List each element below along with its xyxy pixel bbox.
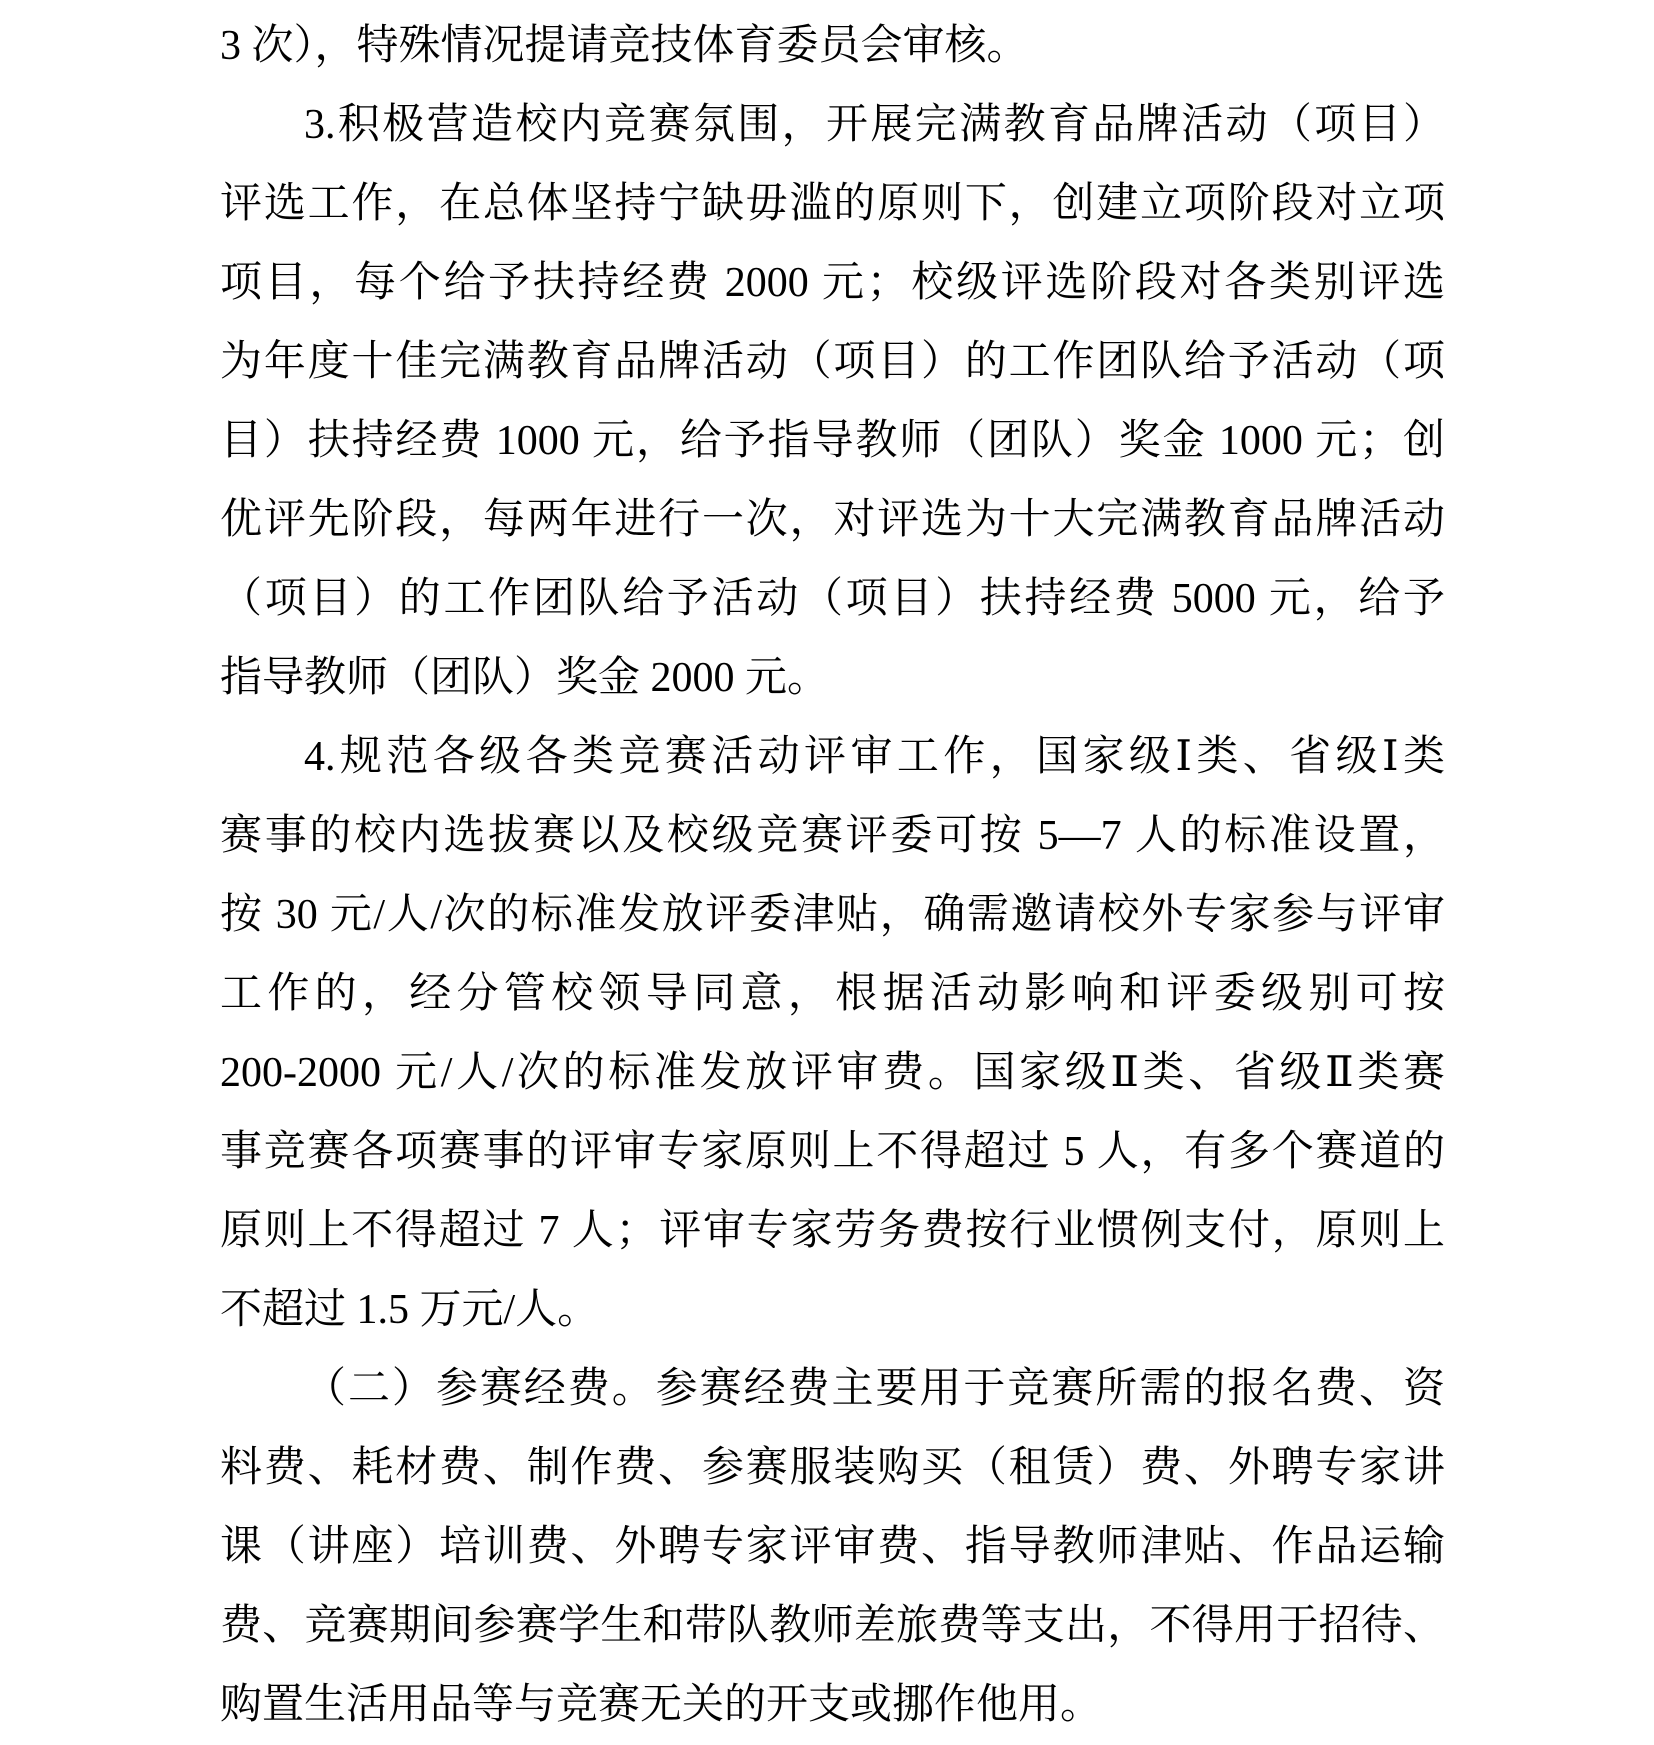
text-line: 事竞赛各项赛事的评审专家原则上不得超过 5 人，有多个赛道的 — [220, 1129, 1445, 1175]
text-line: 200-2000 元/人/次的标准发放评审费。国家级Ⅱ类、省级Ⅱ类赛 — [220, 1050, 1445, 1096]
text-line: 费、竞赛期间参赛学生和带队教师差旅费等支出，不得用于招待、 — [220, 1603, 1445, 1649]
text-line: 3 次），特殊情况提请竞技体育委员会审核。 — [220, 23, 1029, 69]
document-body — [220, 7, 1445, 1745]
text-line: 课（讲座）培训费、外聘专家评审费、指导教师津贴、作品运输 — [220, 1524, 1445, 1570]
text-line: （项目）的工作团队给予活动（项目）扶持经费 5000 元，给予 — [220, 576, 1445, 622]
paragraph-item-3 — [220, 86, 1445, 718]
text-line: 为年度十佳完满教育品牌活动（项目）的工作团队给予活动（项 — [220, 339, 1445, 385]
paragraph-section-2 — [220, 1350, 1445, 1745]
text-line: （二）参赛经费。参赛经费主要用于竞赛所需的报名费、资 — [304, 1366, 1445, 1412]
text-line: 按 30 元/人/次的标准发放评委津贴，确需邀请校外专家参与评审 — [220, 892, 1445, 938]
text-line: 3.积极营造校内竞赛氛围，开展完满教育品牌活动（项目） — [304, 102, 1445, 148]
text-line: 评选工作，在总体坚持宁缺毋滥的原则下，创建立项阶段对立项 — [220, 181, 1445, 227]
text-line: 优评先阶段，每两年进行一次，对评选为十大完满教育品牌活动 — [220, 497, 1445, 543]
text-line: 项目，每个给予扶持经费 2000 元；校级评选阶段对各类别评选 — [220, 260, 1445, 306]
text-line: 原则上不得超过 7 人；评审专家劳务费按行业惯例支付，原则上 — [220, 1208, 1445, 1254]
text-line: 指导教师（团队）奖金 2000 元。 — [220, 655, 830, 701]
text-line: 工作的，经分管校领导同意，根据活动影响和评委级别可按 — [220, 971, 1445, 1017]
text-line: 不超过 1.5 万元/人。 — [220, 1287, 600, 1333]
text-line: 4.规范各级各类竞赛活动评审工作，国家级Ⅰ类、省级Ⅰ类 — [304, 734, 1445, 780]
text-line: 赛事的校内选拔赛以及校级竞赛评委可按 5—7 人的标准设置， — [220, 813, 1445, 859]
text-line: 目）扶持经费 1000 元，给予指导教师（团队）奖金 1000 元；创 — [220, 418, 1445, 464]
text-line: 购置生活用品等与竞赛无关的开支或挪作他用。 — [220, 1682, 1103, 1728]
paragraph-continuation — [220, 7, 1445, 86]
paragraph-item-4 — [220, 718, 1445, 1350]
text-line: 料费、耗材费、制作费、参赛服装购买（租赁）费、外聘专家讲 — [220, 1445, 1445, 1491]
